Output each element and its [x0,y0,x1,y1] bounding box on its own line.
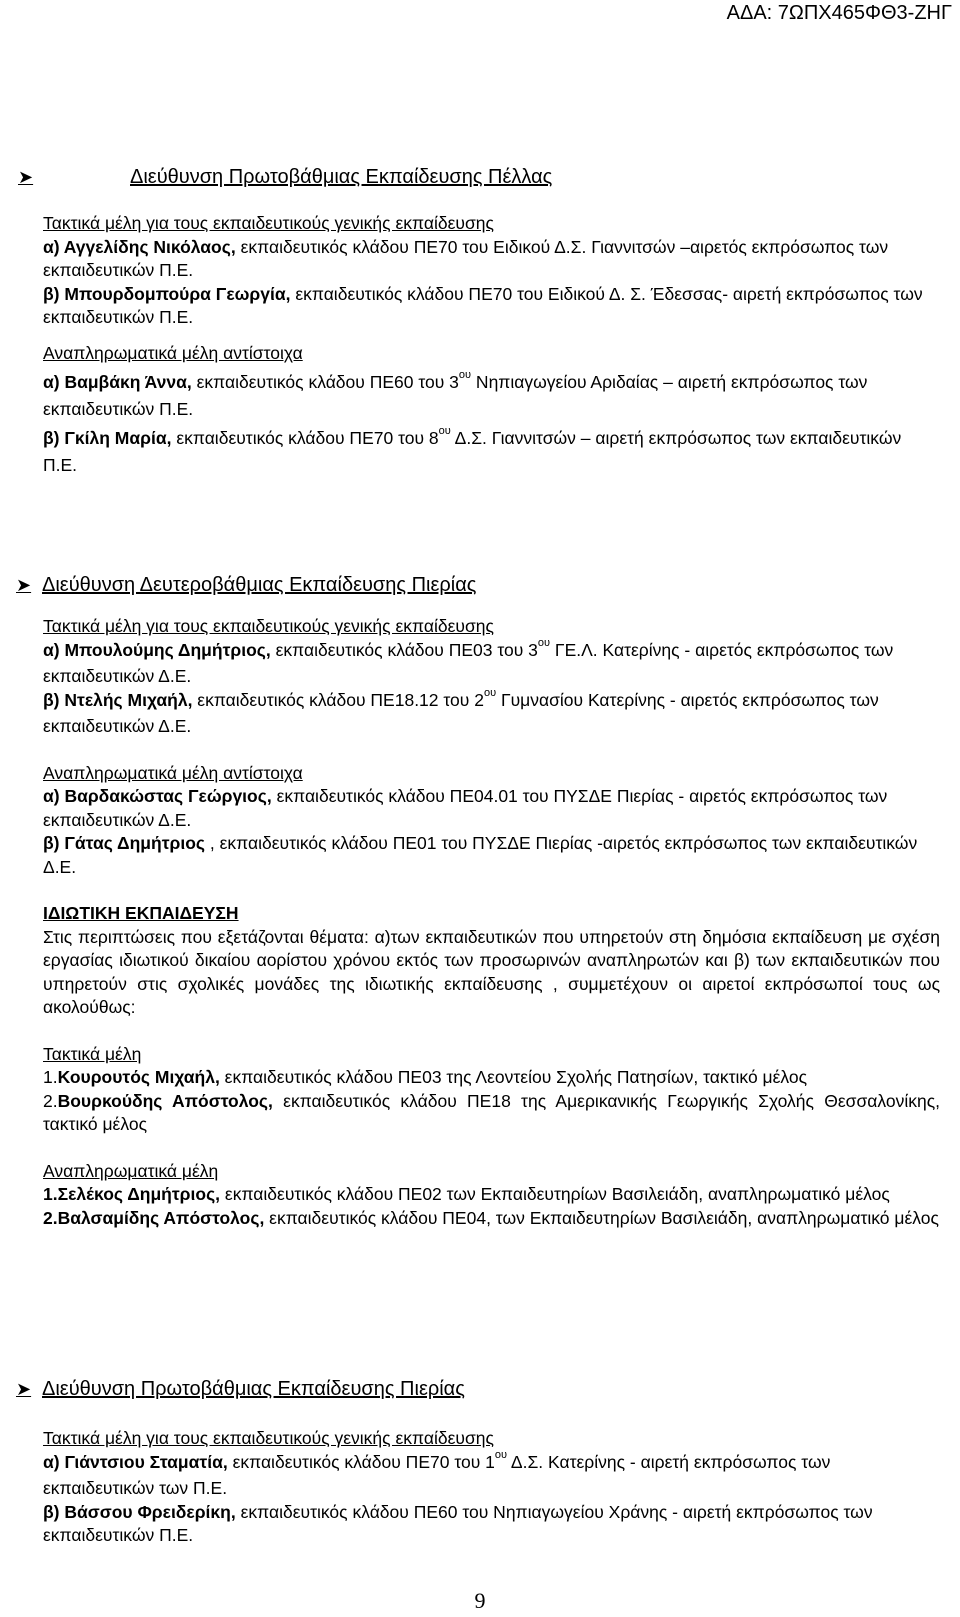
private-education-heading: ΙΔΙΩΤΙΚΗ ΕΚΠΑΙΔΕΥΣΗ [43,903,239,923]
regular-members-heading: Τακτικά μέλη [43,1043,142,1064]
ordinal-suffix: ου [458,369,472,381]
member-name: β) Γάτας Δημήτριος [43,833,205,853]
alternate-members-heading: Αναπληρωματικά μέλη αντίστοιχα [43,342,303,363]
section-title-text: Διεύθυνση Πρωτοβάθμιας Εκπαίδευσης Πιερίας [42,1378,465,1400]
section-title-pella [18,166,552,189]
member-entry [43,636,940,689]
member-text: Δ.Σ. Κατερίνης - αιρετή εκπρόσωπος των εκπαιδευτικών των Π.Ε. [43,1451,831,1498]
member-name: α) Γιάντσιου Σταματία, [43,1451,228,1472]
section-title-pieria-secondary [16,574,476,597]
ordinal-suffix: ου [438,425,451,437]
member-entry [43,832,940,879]
ordinal-suffix: ου [494,1448,508,1461]
section-body-private [43,902,940,1230]
member-name: Βουρκούδης Απόστολος, [57,1090,273,1111]
alternate-members-heading: Αναπληρωματικά μέλη [43,1160,219,1181]
member-text: εκπαιδευτικός κλάδου ΠΕ03 της Λεοντείου Σχολής Πατησίων, τακτικό μέλος [219,1067,808,1087]
member-text: ΓΕ.Λ. Κατερίνης - αιρετός εκπρόσωπος των εκπαιδευτικών Δ.Ε. [43,639,894,686]
member-text: εκπαιδευτικός κλάδου ΠΕ03 του 3 [270,639,538,660]
member-text: εκπαιδευτικός κλάδου ΠΕ04.01 του ΠΥΣΔΕ Πιερίας - αιρετός εκπρόσωπος των εκπαιδευτικών Δ.Ε. [43,786,888,830]
member-text: εκπαιδευτικός κλάδου ΠΕ18 της Αμερικανικής Γεωργικής Σχολής Θεσσαλονίκης, τακτικό μέλος [43,1090,940,1134]
member-entry [43,1448,940,1501]
member-entry [43,1066,940,1090]
member-name: β) Γκίλη Μαρία, [43,428,172,448]
member-name: α) Μπουλούμης Δημήτριος, [43,639,271,660]
member-entry [43,785,940,832]
member-number: 2. [43,1090,58,1111]
member-name: Κουρουτός Μιχαήλ, [57,1067,220,1087]
member-entry [43,1183,940,1207]
member-text: εκπαιδευτικός κλάδου ΠΕ18.12 του 2 [192,689,484,710]
member-entry [43,236,940,283]
member-text: Δ.Σ. Γιαννιτσών – αιρετή εκπρόσωπος των εκπαιδευτικών Π.Ε. [43,428,902,475]
member-entry [43,1501,940,1548]
member-name: 2.Βαλσαμίδης Απόστολος, [43,1207,265,1228]
arrowhead-bullet-icon: ➤ [16,575,32,595]
regular-members-heading: Τακτικά μέλη για τους εκπαιδευτικούς γενικής εκπαίδευσης [43,1428,494,1448]
member-text: εκπαιδευτικός κλάδου ΠΕ70 του 1 [227,1451,495,1472]
section-title-text: Διεύθυνση Δευτεροβάθμιας Εκπαίδευσης Πιερίας [42,574,477,596]
regular-members-heading: Τακτικά μέλη για τους εκπαιδευτικούς γενικής εκπαίδευσης [43,616,494,636]
section-body-pieria-primary [43,1427,940,1548]
member-entry [43,686,940,739]
member-text: εκπαιδευτικός κλάδου ΠΕ04, των Εκπαιδευτηρίων Βασιλειάδη, αναπληρωματικό μέλος [264,1207,939,1228]
ordinal-suffix: ου [483,686,497,699]
alternate-members-heading: Αναπληρωματικά μέλη αντίστοιχα [43,762,303,783]
arrowhead-bullet-icon: ➤ [16,1379,32,1399]
member-text: εκπαιδευτικός κλάδου ΠΕ60 του 3 [191,372,459,392]
member-number: 1. [43,1067,58,1087]
member-text: εκπαιδευτικός κλάδου ΠΕ70 του Ειδικού Δ.Σ. Γιαννιτσών –αιρετός εκπρόσωπος των εκπαιδευτικών Π.Ε. [43,236,889,280]
section-body-pieria-secondary [43,615,940,879]
member-text: εκπαιδευτικός κλάδου ΠΕ70 του Ειδικού Δ. Σ. Έδεσσας- αιρετή εκπρόσωπος των εκπαιδευτικών Π.Ε. [43,283,923,327]
member-entry [43,1090,940,1137]
ada-code: ΑΔΑ: 7ΩΠΧ465ΦΘ3-ΖΗΓ [726,2,952,24]
section-body-pella [43,212,940,477]
member-text: Νηπιαγωγείου Αριδαίας – αιρετή εκπρόσωπος των εκπαιδευτικών Π.Ε. [43,372,868,419]
member-name: α) Βαρδακώστας Γεώργιος, [43,786,272,806]
section-title-pieria-primary [16,1378,465,1401]
regular-members-heading: Τακτικά μέλη για τους εκπαιδευτικούς γενικής εκπαίδευσης [43,213,494,233]
arrowhead-bullet-icon: ➤ [18,167,34,187]
ordinal-suffix: ου [537,636,551,649]
member-name: β) Ντελής Μιχαήλ, [43,689,193,710]
member-name: α) Βαμβάκη Άννα, [43,372,192,392]
member-name: β) Μπουρδομπούρα Γεωργία, [43,283,291,304]
member-entry [43,1207,940,1231]
member-entry [43,371,940,421]
member-text: , εκπαιδευτικός κλάδου ΠΕ01 του ΠΥΣΔΕ Πιερίας -αιρετός εκπρόσωπος των εκπαιδευτικών Δ.Ε. [43,833,918,877]
member-name: β) Βάσσου Φρειδερίκη, [43,1501,236,1522]
member-text: εκπαιδευτικός κλάδου ΠΕ60 του Νηπιαγωγείου Χράνης - αιρετή εκπρόσωπος των εκπαιδευτικών Π.Ε. [43,1501,873,1545]
member-text: εκπαιδευτικός κλάδου ΠΕ70 του 8 [171,428,439,448]
member-name: α) Αγγελίδης Νικόλαος, [43,236,236,257]
member-entry [43,427,940,477]
member-text: Γυμνασίου Κατερίνης - αιρετός εκπρόσωπος των εκπαιδευτικών Δ.Ε. [43,689,879,736]
page-number: 9 [474,1588,486,1613]
section-title-text: Διεύθυνση Πρωτοβάθμιας Εκπαίδευσης Πέλλας [130,166,553,188]
member-entry [43,283,940,330]
member-text: εκπαιδευτικός κλάδου ΠΕ02 των Εκπαιδευτηρίων Βασιλειάδη, αναπληρωματικό μέλος [220,1184,890,1204]
private-intro: Στις περιπτώσεις που εξετάζονται θέματα: α)των εκπαιδευτικών που υπηρετούν στη δημόσια εκπαίδευση με σχέση εργασίας ιδιωτικού δικαίου αορίστου χρόνου εκτός των προσωρινών αναπληρωτών και β) των εκπαιδευτικών που υπηρετούν στις σχολικές μονάδες της ιδιωτικής εκπαίδευσης , συμμετέχουν οι αιρετοί εκπρόσωποί τους ως ακολούθως: [43,926,940,1017]
member-name: 1.Σελέκος Δημήτριος, [43,1184,221,1204]
